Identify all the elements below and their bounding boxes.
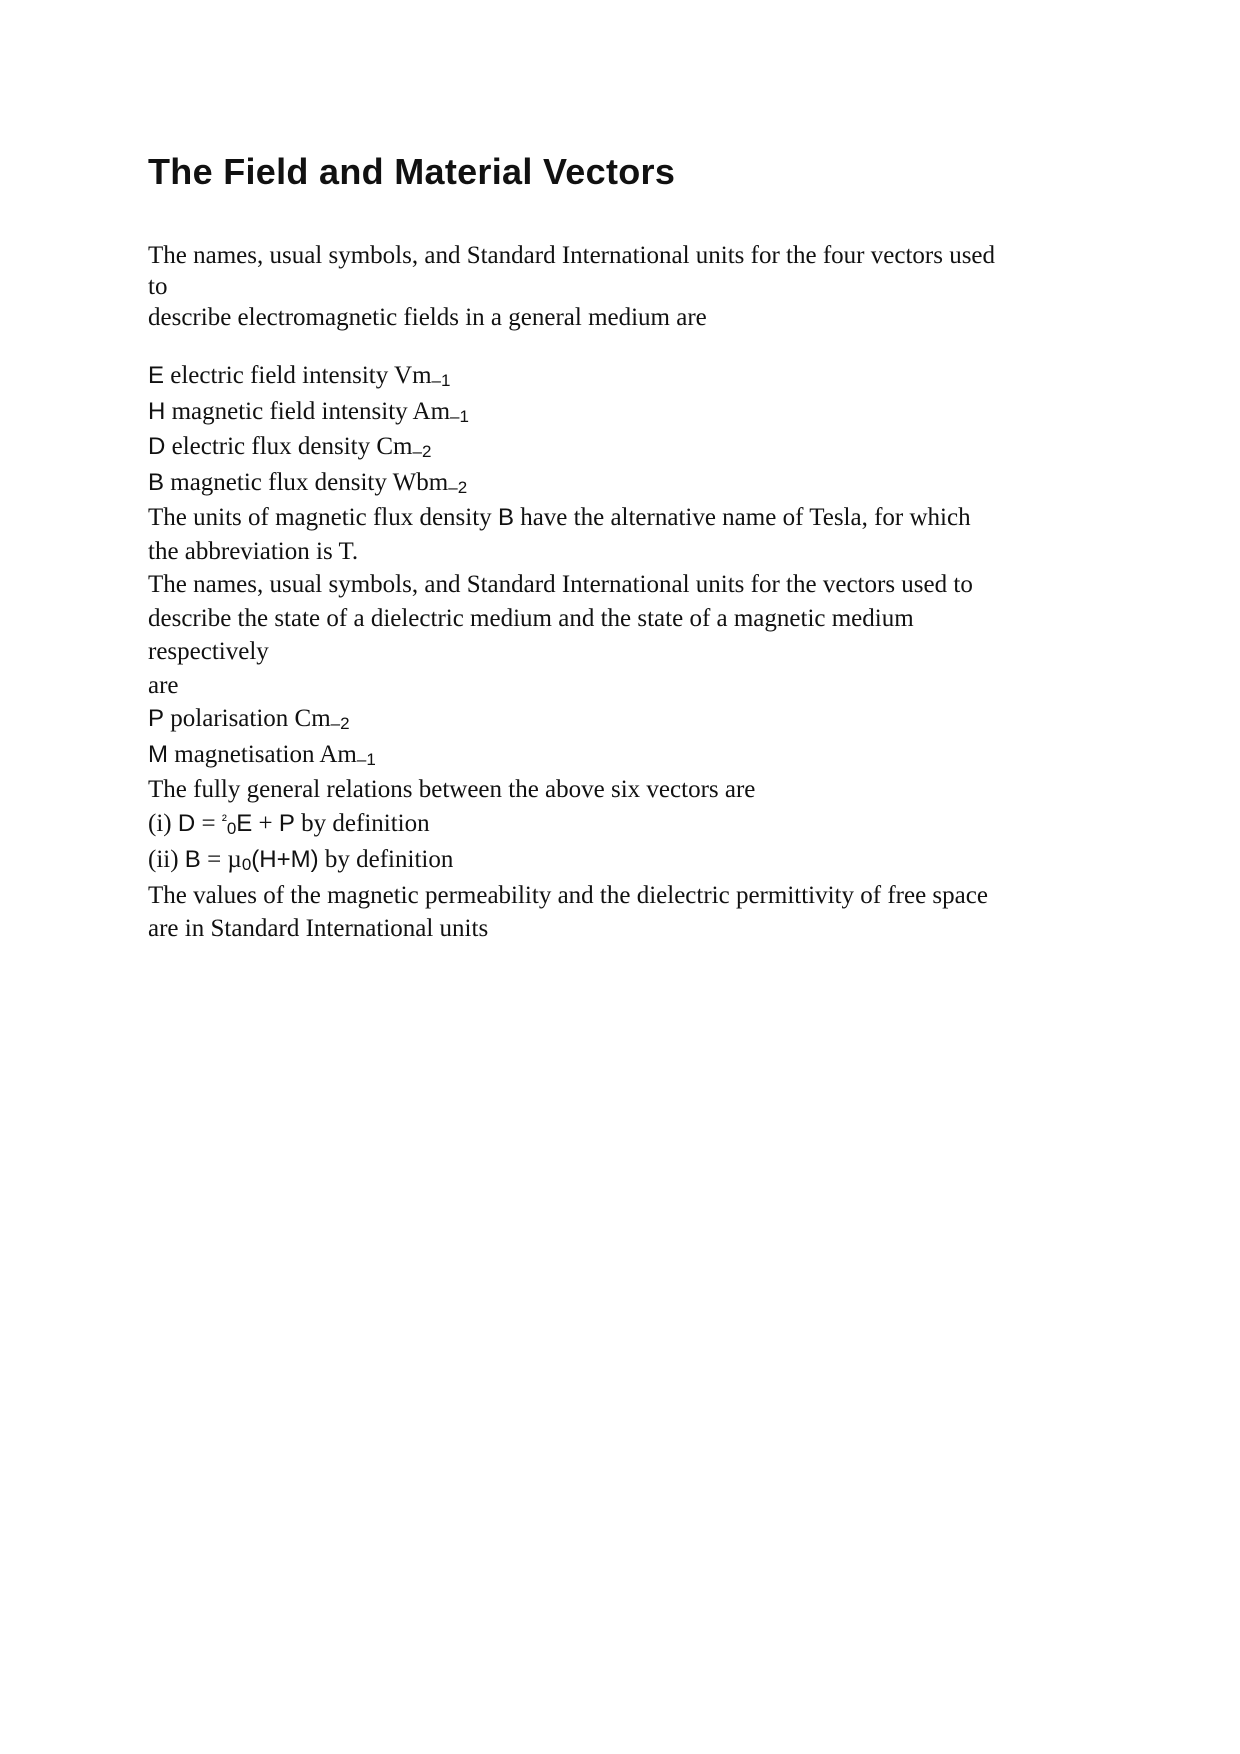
vector-symbol: B bbox=[148, 468, 165, 496]
closing-line: The values of the magnetic permeability and the dielectric permittivity of free space bbox=[148, 881, 988, 909]
vector-symbol: B bbox=[184, 846, 201, 873]
material-intro-line: describe the state of a dielectric medium and the state of a magnetic medium bbox=[148, 604, 914, 632]
relation-tail: by definition bbox=[318, 846, 454, 873]
vector-symbol: E bbox=[148, 362, 165, 389]
material-intro-line: respectively bbox=[148, 638, 269, 665]
vector-description: polarisation Cm bbox=[170, 705, 331, 732]
tesla-note-line: the abbreviation is T. bbox=[148, 537, 359, 565]
vector-symbol: B bbox=[497, 504, 514, 531]
intro-paragraph bbox=[148, 240, 1108, 333]
vector-symbol: P bbox=[148, 705, 165, 732]
vector-symbol: H bbox=[148, 397, 166, 425]
unit-exponent: –2 bbox=[448, 477, 468, 497]
equals-sign: = bbox=[195, 809, 222, 837]
vector-symbol: D bbox=[177, 809, 196, 837]
tesla-note-text: have the alternative name of Tesla, for which bbox=[513, 504, 971, 531]
vector-symbol: E bbox=[236, 809, 253, 837]
vector-symbol: D bbox=[148, 433, 166, 460]
vector-row-d bbox=[148, 430, 1108, 466]
vector-symbol: P bbox=[278, 809, 295, 837]
relation-row-2 bbox=[148, 843, 1108, 879]
document-body bbox=[148, 150, 1108, 946]
intro-line: describe electromagnetic fields in a general medium are bbox=[148, 304, 707, 331]
vector-row-m bbox=[148, 738, 1108, 774]
epsilon-glyph: ² bbox=[221, 811, 227, 829]
vector-list bbox=[148, 359, 1108, 946]
unit-exponent: –1 bbox=[450, 406, 469, 426]
intro-line: The names, usual symbols, and Standard International units for the four vectors used bbox=[148, 242, 996, 269]
relation-expression: (H+M) bbox=[251, 846, 319, 873]
relation-label: (ii) bbox=[148, 846, 185, 873]
unit-exponent: –2 bbox=[330, 714, 350, 733]
unit-exponent: –1 bbox=[431, 371, 451, 390]
tesla-note-text: The units of magnetic flux density bbox=[148, 504, 498, 531]
vector-description: electric field intensity Vm bbox=[170, 362, 432, 389]
equals-sign: = bbox=[200, 846, 228, 873]
unit-exponent: –1 bbox=[356, 749, 376, 769]
vector-row-e bbox=[148, 359, 1108, 395]
tesla-note-line bbox=[148, 501, 1108, 535]
page-title: The Field and Material Vectors bbox=[148, 151, 676, 192]
plus-sign: + bbox=[252, 809, 279, 837]
mu-glyph: µ bbox=[227, 846, 242, 873]
relation-row-1 bbox=[148, 807, 1108, 844]
vector-symbol: M bbox=[148, 740, 168, 768]
relation-label: (i) bbox=[148, 809, 178, 837]
vector-description: magnetic flux density Wbm bbox=[170, 468, 449, 496]
vector-description: magnetisation Am bbox=[174, 740, 357, 768]
vector-description: electric flux density Cm bbox=[171, 433, 413, 460]
vector-description: magnetic field intensity Am bbox=[171, 397, 451, 425]
vector-row-b bbox=[148, 466, 1108, 502]
material-intro-line: are bbox=[148, 671, 179, 699]
relation-tail: by definition bbox=[294, 809, 430, 837]
unit-exponent: –2 bbox=[412, 442, 432, 461]
mu-subscript: 0 bbox=[241, 855, 252, 874]
vector-row-h bbox=[148, 395, 1108, 431]
closing-line: are in Standard International units bbox=[148, 915, 489, 942]
material-intro-line: The names, usual symbols, and Standard International units for the vectors used to bbox=[148, 571, 973, 598]
epsilon-subscript: 0 bbox=[226, 818, 237, 838]
intro-line: to bbox=[148, 273, 168, 300]
vector-row-p bbox=[148, 702, 1108, 738]
relations-intro: The fully general relations between the above six vectors are bbox=[148, 776, 756, 803]
